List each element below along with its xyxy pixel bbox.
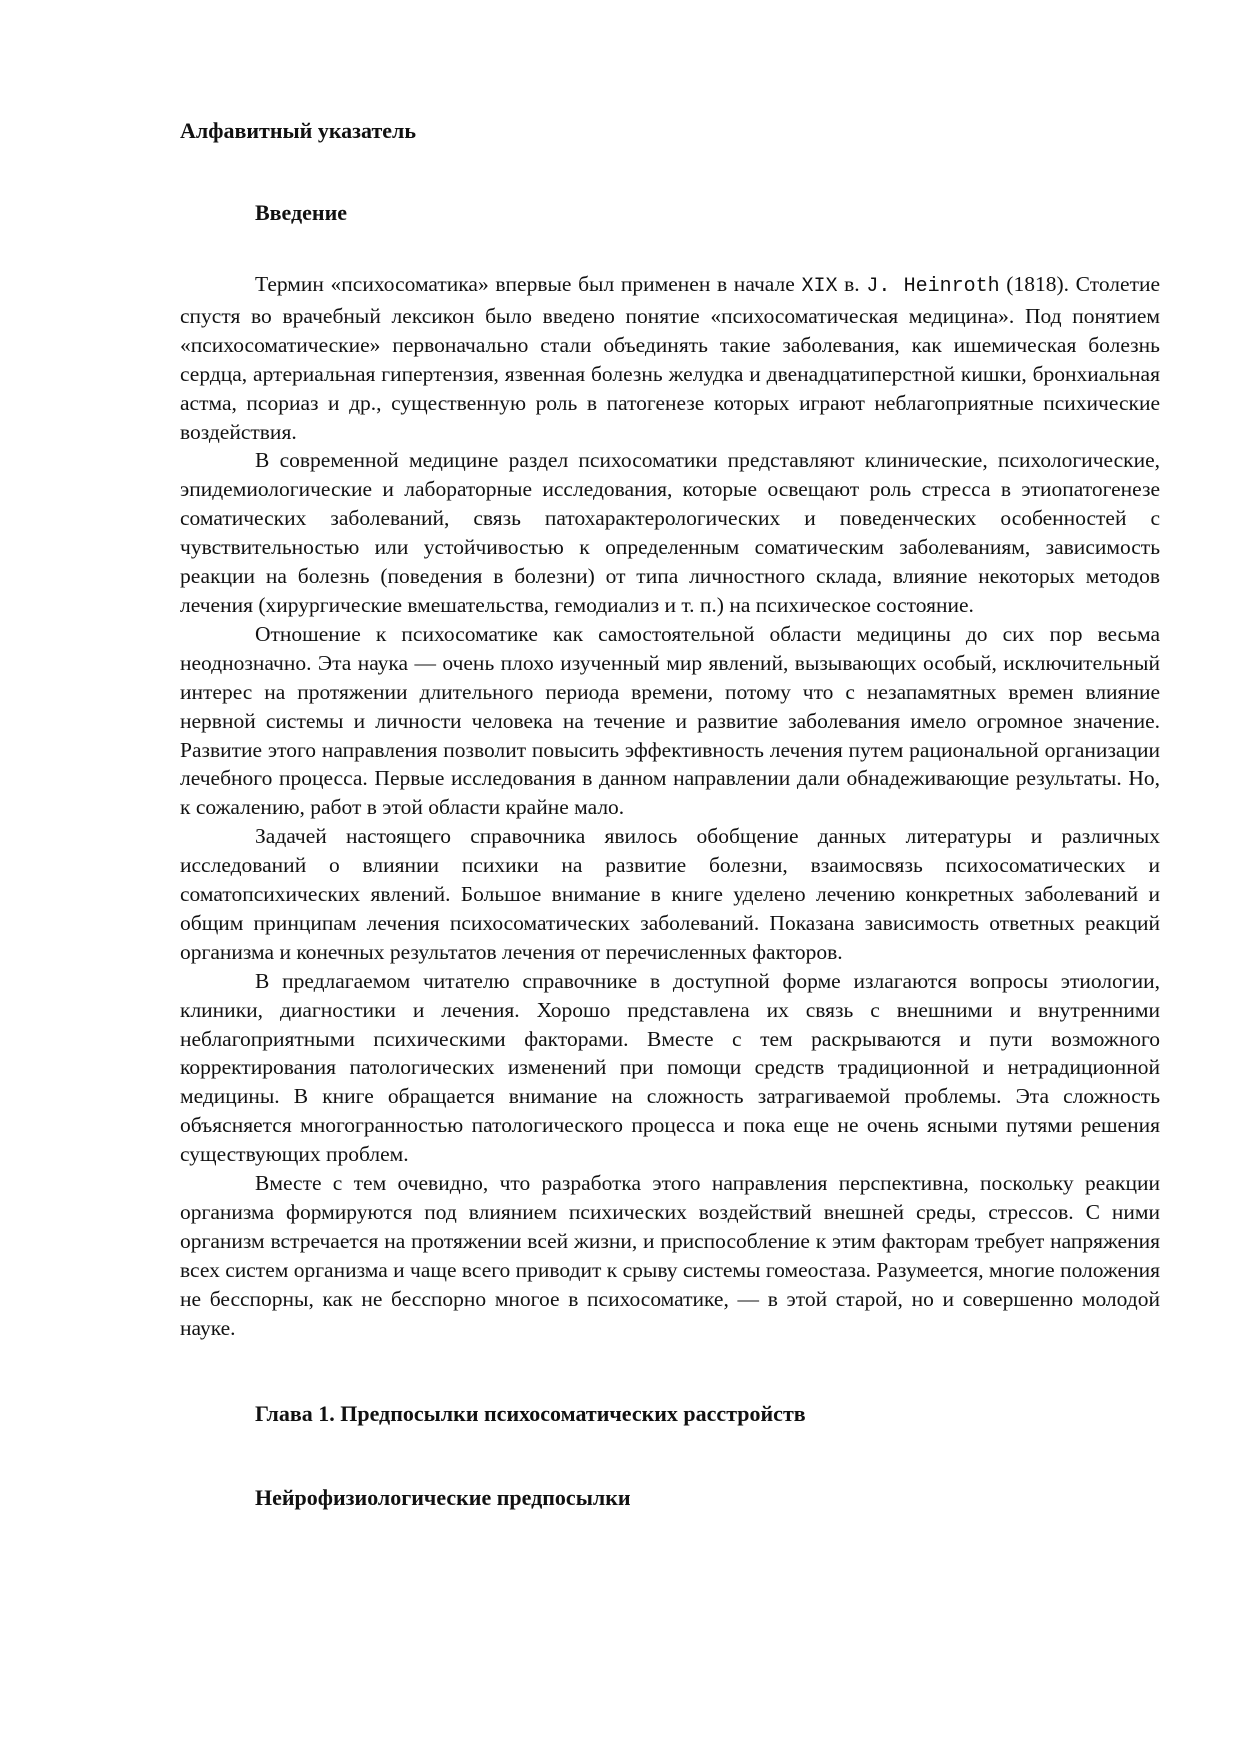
- section-heading: Нейрофизиологические предпосылки: [255, 1484, 631, 1510]
- intro-body: [180, 270, 1160, 1343]
- index-title: Алфавитный указатель: [180, 118, 417, 143]
- p1-author: J. Heinroth: [866, 275, 1000, 298]
- paragraph-5: В предлагаемом читателю справочнике в доступной форме излагаются вопросы этиологии, клиники, диагностики и лечения. Хорошо представлена их связь с внешними и внутренними неблагоприятными психическими факторами. Вместе с тем раскрываются и пути возможного корректирования патологических изменений при помощи средств традиционной и нетрадиционной медицины. В книге обращается внимание на сложность затрагиваемой проблемы. Эта сложность объясняется многогранностью патологического процесса и пока еще не очень ясными путями решения существующих проблем.: [180, 968, 1160, 1167]
- document-page: [180, 118, 1160, 1511]
- paragraph-2: В современной медицине раздел психосоматики представляют клинические, психологические, эпидемиологические и лабораторные исследования, которые освещают роль стресса в этиопатогенезе соматических заболеваний, связь патохарактерологических и поведенческих особенностей с чувствительностью или устойчивостью к определенным соматическим заболеваниям, зависимость реакции на болезнь (поведения в болезни) от типа личностного склада, влияние некоторых методов лечения (хирургические вмешательства, гемодиализ и т. п.) на психическое состояние.: [180, 448, 1160, 617]
- p1-text-mid: в.: [837, 272, 867, 296]
- intro-heading: Введение: [255, 200, 348, 225]
- p1-text-rest: (1818). Столетие спустя во врачебный лексикон было введено понятие «психосоматическая медицина». Под понятием «психосоматические» первоначально стали объединять такие заболевания, как ишемическая болезнь сердца, артериальная гипертензия, язвенная болезнь желудка и двенадцатиперстной кишки, бронхиальная астма, псориаз и др., существенную роль в патогенезе которых играют неблагоприятные психические воздействия.: [180, 272, 1161, 444]
- paragraph-6: Вместе с тем очевидно, что разработка этого направления перспективна, поскольку реакции организма формируются под влиянием психических воздействий внешней среды, стрессов. С ними организм встречается на протяжении всей жизни, и приспособление к этим факторам требует напряжения всех систем организма и чаще всего приводит к срыву системы гомеостаза. Разумеется, многие положения не бесспорны, как не бесспорно многое в психосоматике, — в этой старой, но и совершенно молодой науке.: [180, 1171, 1160, 1340]
- paragraph-4: Задачей настоящего справочника явилось обобщение данных литературы и различных исследований о влиянии психики на развитие болезни, взаимосвязь психосоматических и соматопсихических явлений. Большое внимание в книге уделено лечению конкретных заболеваний и общим принципам лечения психосоматических заболеваний. Показана зависимость ответных реакций организма и конечных результатов лечения от перечисленных факторов.: [180, 824, 1160, 964]
- p1-century: XIX: [801, 275, 838, 298]
- p1-text: Термин «психосоматика» впервые был применен в начале: [255, 272, 802, 296]
- paragraph-1: [180, 270, 1160, 446]
- paragraph-3: Отношение к психосоматике как самостоятельной области медицины до сих пор весьма неоднозначно. Эта наука — очень плохо изученный мир явлений, вызывающих особый, исключительный интерес на протяжении длительного периода времени, потому что с незапамятных времен влияние нервной системы и личности человека на течение и развитие заболевания имело огромное значение. Развитие этого направления позволит повысить эффективность лечения путем рациональной организации лечебного процесса. Первые исследования в данном направлении дали обнадеживающие результаты. Но, к сожалению, работ в этой области крайне мало.: [180, 621, 1160, 820]
- chapter-heading: Глава 1. Предпосылки психосоматических расстройств: [255, 1400, 806, 1426]
